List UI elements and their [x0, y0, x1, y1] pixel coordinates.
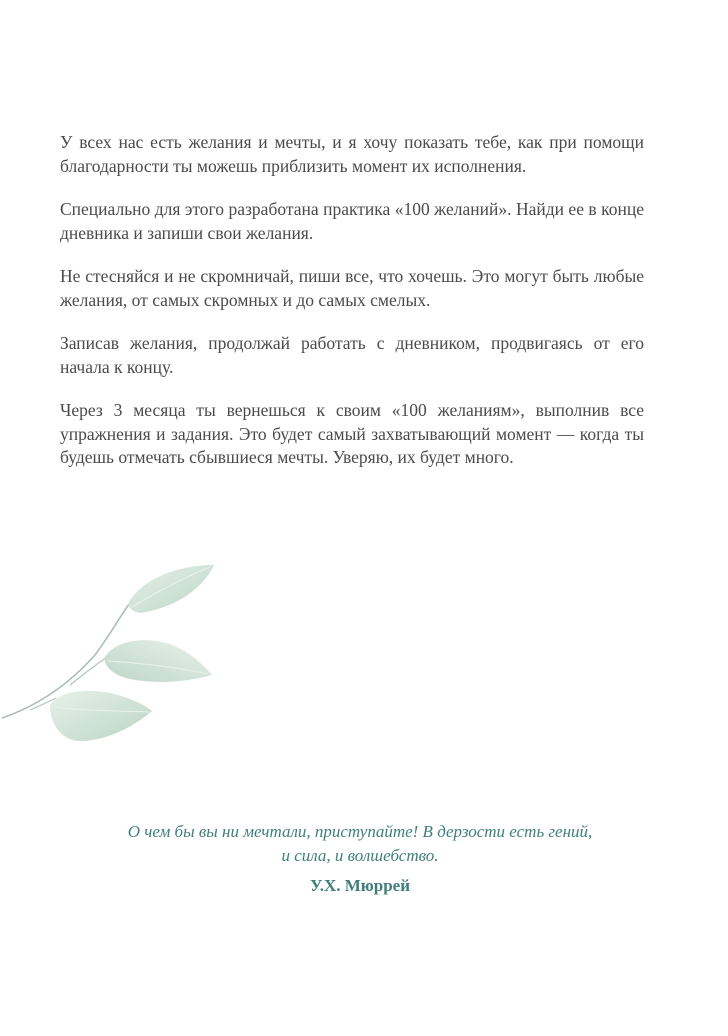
quote-line-2: и сила, и волшебство.	[281, 846, 439, 865]
paragraph-3: Не стесняйся и не скромничай, пиши все, что хочешь. Это могут быть любые желания, от самых скромных и до самых смелых.	[60, 266, 644, 310]
leaf-bottom	[50, 691, 152, 741]
paragraph-1: У всех нас есть желания и мечты, и я хочу показать тебе, как при помощи благодарности ты можешь приблизить момент их исполнения.	[60, 132, 644, 176]
paragraph-4: Записав желания, продолжай работать с дневником, продвигаясь от его начала к концу.	[60, 333, 644, 377]
quote-line-1: О чем бы вы ни мечтали, приступайте! В дерзости есть гений,	[127, 822, 593, 841]
paragraph-5: Через 3 месяца ты вернешься к своим «100 желаниям», выполнив все упражнения и задания. Это будет самый захватывающий момент — когда ты будешь отмечать сбывшиеся мечты. Уверяю, их будет много.	[60, 400, 644, 467]
quote-author: У.Х. Мюррей	[309, 876, 411, 895]
epigraph-quote	[60, 820, 660, 868]
leaf-top	[128, 565, 214, 613]
paragraph-2: Специально для этого разработана практика «100 желаний». Найди ее в конце дневника и запиши свои желания.	[60, 199, 644, 243]
leaf-branch-icon	[0, 555, 230, 750]
leaf-middle	[104, 640, 212, 682]
body-text	[60, 131, 644, 490]
